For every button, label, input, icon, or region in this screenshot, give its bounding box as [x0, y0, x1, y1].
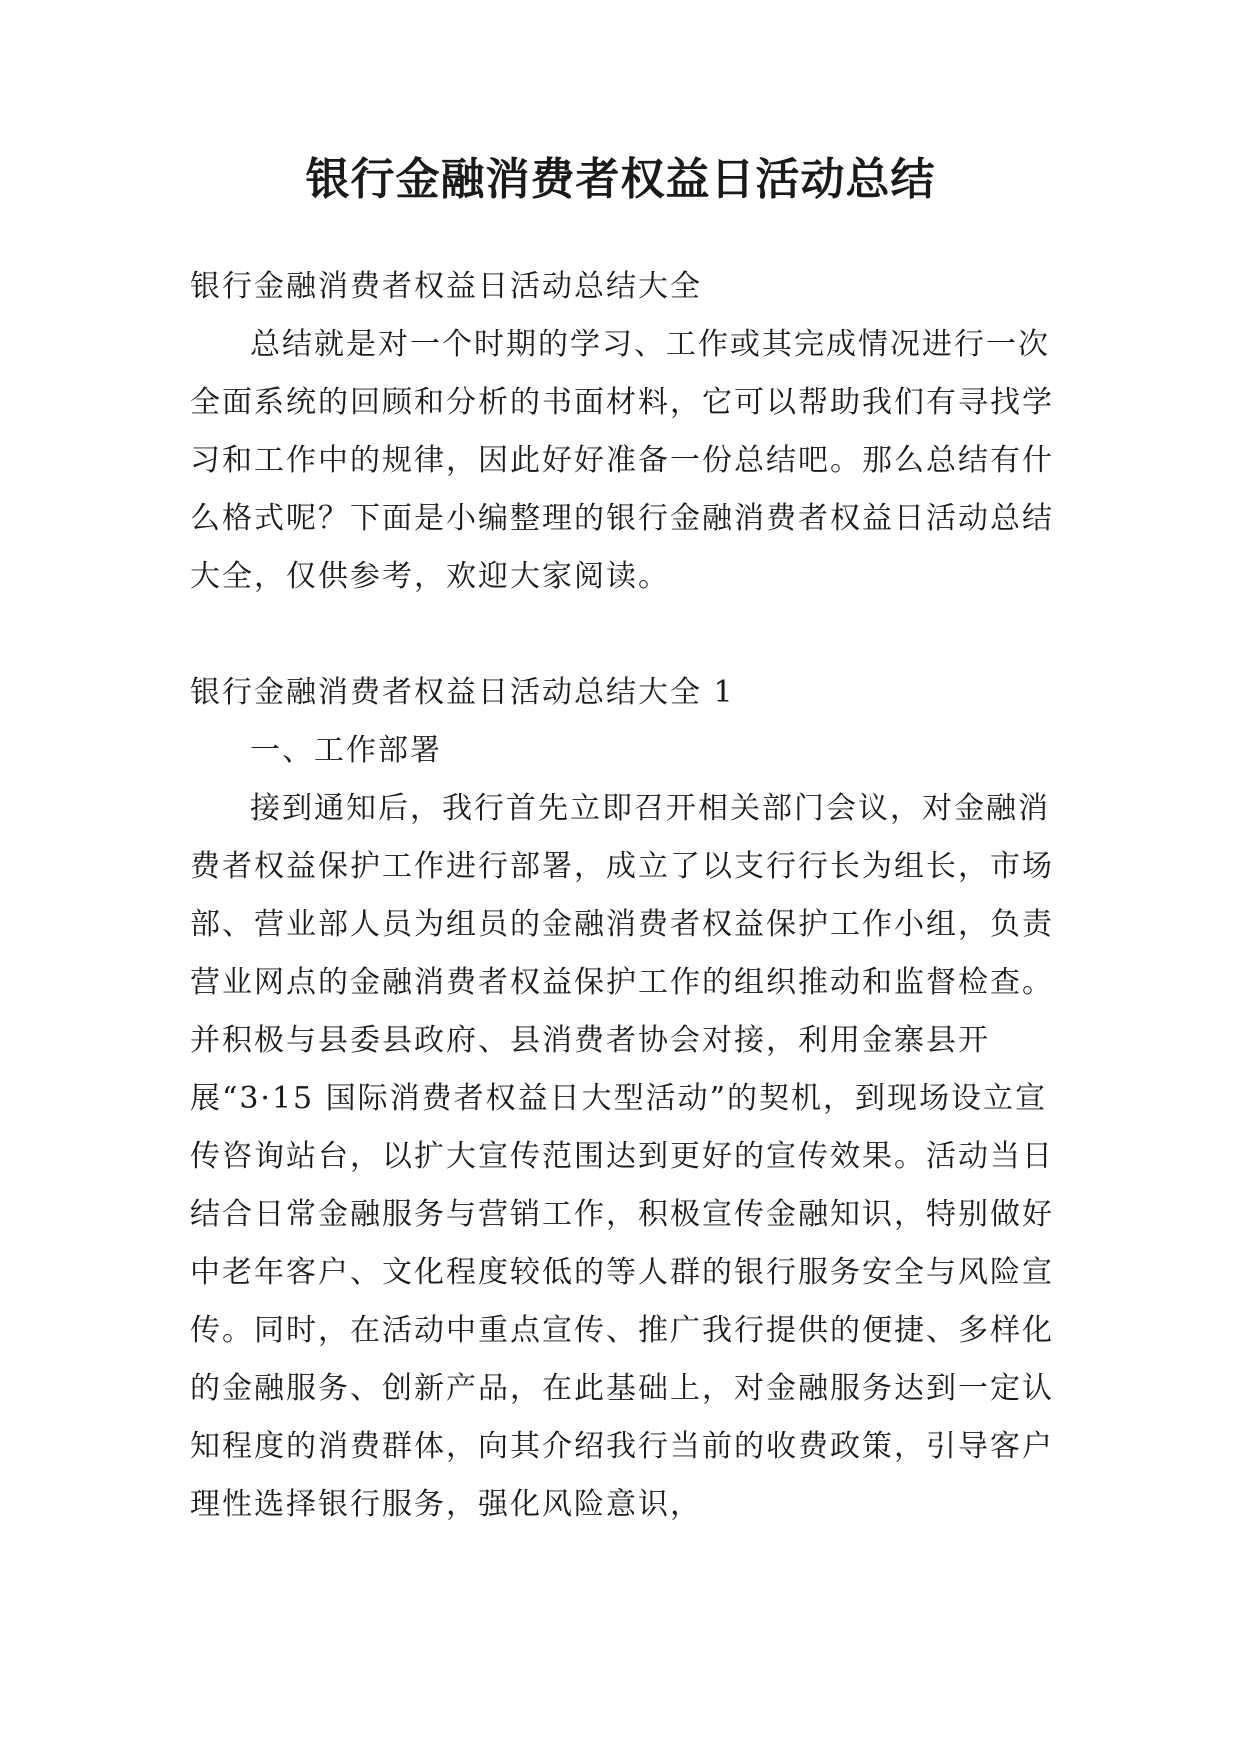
- section-heading: 一、工作部署: [250, 733, 442, 768]
- intro-paragraph: 总结就是对一个时期的学习、工作或其完成情况进行一次全面系统的回顾和分析的书面材料，它可以帮助我们有寻找学习和工作中的规律，因此好好准备一份总结吧。那么总结有什么格式呢？下面是小编整理的银行金融消费者权益日活动总结大全，仅供参考，欢迎大家阅读。: [190, 327, 1054, 594]
- section-title: 银行金融消费者权益日活动总结大全 1: [190, 675, 735, 710]
- document-body: [190, 258, 1070, 1534]
- document-title: 银行金融消费者权益日活动总结: [305, 154, 936, 205]
- section-body-paragraph: 接到通知后，我行首先立即召开相关部门会议，对金融消费者权益保护工作进行部署，成立了以支行行长为组长，市场部、营业部人员为组员的金融消费者权益保护工作小组，负责营业网点的金融消费者权益保护工作的组织推动和监督检查。并积极与县委县政府、县消费者协会对接，利用金寨县开展“3·15 国际消费者权益日大型活动”的契机，到现场设立宣传咨询站台，以扩大宣传范围达到更好的宣传效果。活动当日结合日常金融服务与营销工作，积极宣传金融知识，特别做好中老年客户、文化程度较低的等人群的银行服务安全与风险宣传。同时，在活动中重点宣传、推广我行提供的便捷、多样化的金融服务、创新产品，在此基础上，对金融服务达到一定认知程度的消费群体，向其介绍我行当前的收费政策，引导客户理性选择银行服务，强化风险意识，: [190, 791, 1054, 1522]
- document-subtitle: 银行金融消费者权益日活动总结大全: [190, 269, 702, 304]
